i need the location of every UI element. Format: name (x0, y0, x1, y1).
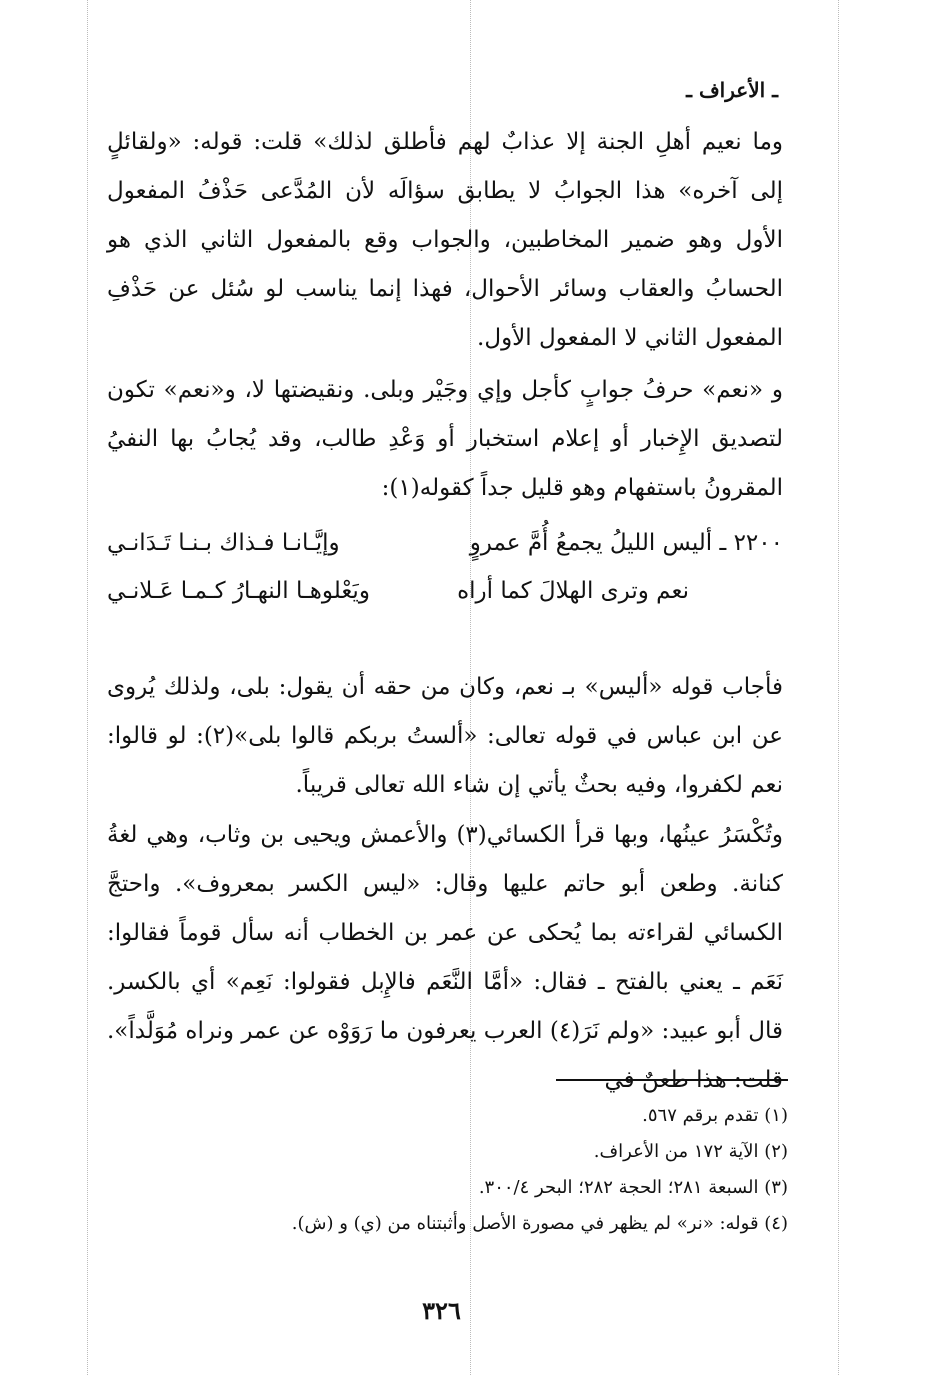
scan-guide-line (838, 0, 839, 1375)
paragraph-text: وتُكْسَرُ عينُها، وبها قرأ الكسائي(٣) والأعمش ويحيى بن وثاب، وهي لغةُ كنانة. وطعن أبو حاتم عليها وقال: «ليس الكسر بمعروف». واحتجَّ الكسائي لقراءته بما يُحكى عن عمر بن الخطاب أنه سأل قوماً فقالوا: نَعَم ـ يعني بالفتح ـ فقال: «أمَّا النَّعَم فالإِبل فقولوا: نَعِم» أي بالكسر. قال أبو عبيد: «ولم نَرَ(٤) العرب يعرفون ما رَوَوْه عن عمر ونراه مُوَلَّداً». قلت: هذا طعنٌ في (107, 822, 783, 1093)
footnote-1: (١) تقدم برقم ٥٦٧. (642, 1105, 788, 1126)
footnote-separator (556, 1079, 788, 1081)
verse-number: ٢٢٠٠ ـ (719, 530, 783, 556)
verse-text: أليس الليلُ يجمعُ أُمَّ عمروٍ (469, 530, 713, 556)
verse-second-hemistich: ويَعْلوهـا النهـارُ كـمـا عَـلانـي (107, 578, 370, 604)
paragraph-4 (107, 811, 783, 1105)
verse-line-2 (107, 578, 783, 618)
verse-second-hemistich: وإيَّـانـا فـذاك بـنـا تَـدَانـي (107, 530, 340, 556)
paragraph-text: و «نعم» حرفُ جوابٍ كأجل وإي وجَيْر وبلى. ونقيضتها لا، و«نعم» تكون لتصديق الإِخبار أو إعلام استخبار أو وَعْدِ طالب، وقد يُجابُ بها النفيُ المقرونُ باستفهام وهو قليل جداً كقوله(١): (107, 377, 783, 501)
verse-first-hemistich: نعم وترى الهلالَ كما أراه (457, 578, 689, 604)
paragraph-3 (107, 663, 783, 810)
paragraph-text: وما نعيم أهلِ الجنة إلا عذابٌ لهم فأطلق لذلك» قلت: قوله: «ولقائلٍ إلى آخره» هذا الجوابُ لا يطابق سؤالَه لأن المُدَّعى حَذْفُ المفعول الأول وهو ضمير المخاطبين، والجواب وقع بالمفعول الثاني الذي هو الحسابُ والعقاب وسائر الأحوال، فهذا إنما يناسب لو سُئل عن حَذْفِ المفعول الثاني لا المفعول الأول. (107, 129, 783, 351)
paragraph-text: فأجاب قوله «أليس» بـ نعم، وكان من حقه أن يقول: بلى، ولذلك يُروى عن ابن عباس في قوله تعالى: «ألستُ بربكم قالوا بلى»(٢): لو قالوا: نعم لكفروا، وفيه بحثٌ يأتي إن شاء الله تعالى قريباً. (107, 674, 784, 798)
footnote-3: (٣) السبعة ٢٨١؛ الحجة ٢٨٢؛ البحر ٣٠٠/٤. (478, 1177, 788, 1198)
verse-first-hemistich (463, 530, 783, 556)
footnotes (88, 1098, 788, 1242)
footnote-2: (٢) الآية ١٧٢ من الأعراف. (593, 1141, 788, 1162)
running-header: ـ الأعراف ـ (686, 78, 778, 102)
paragraph-2 (107, 366, 783, 513)
verse-line-1 (107, 530, 783, 570)
paragraph-1 (107, 118, 783, 363)
footnote-4: (٤) قوله: «نر» لم يظهر في مصورة الأصل وأثبتناه من (ي) و (ش). (291, 1213, 788, 1234)
page-number: ٣٢٦ (422, 1296, 461, 1325)
